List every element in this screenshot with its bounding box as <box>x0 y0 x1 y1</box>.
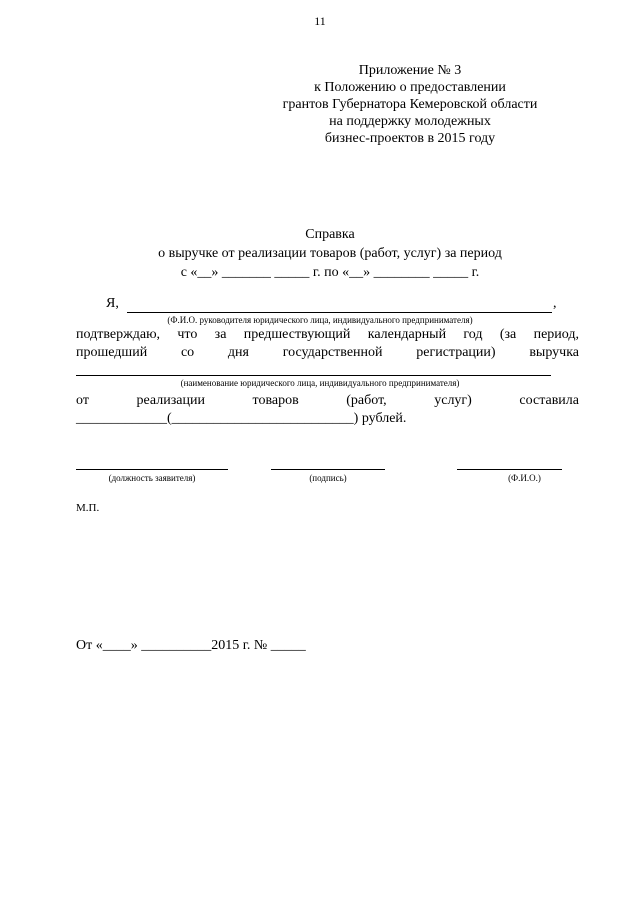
appendix-header <box>250 62 570 147</box>
period-line: с «__» _______ _____ г. по «__» ________ _____ г. <box>180 265 480 280</box>
name-caption: (Ф.И.О.) <box>508 473 541 483</box>
appendix-line: грантов Губернатора Кемеровской области <box>282 97 538 112</box>
name-underline <box>457 469 562 470</box>
amount-line: _____________(__________________________) рублей. <box>76 411 407 426</box>
fio-underline <box>127 312 552 313</box>
position-underline <box>76 469 228 470</box>
date-line: От «____» __________2015 г. № _____ <box>76 638 306 653</box>
entity-underline <box>76 375 551 376</box>
i-prefix: Я, <box>106 296 119 311</box>
appendix-line: на поддержку молодежных <box>329 114 491 129</box>
position-caption: (должность заявителя) <box>108 473 196 483</box>
appendix-line: к Положению о предоставлении <box>314 80 506 95</box>
since-line: прошедший со дня государственной регистрации) выручка <box>76 345 579 360</box>
confirm-line: подтверждаю, что за предшествующий календарный год (за период, <box>76 327 579 342</box>
certificate-subtitle: о выручке от реализации товаров (работ, услуг) за период <box>158 246 502 261</box>
appendix-line: Приложение № 3 <box>358 63 462 78</box>
certificate-title: Справка <box>305 227 355 242</box>
signature-underline <box>271 469 385 470</box>
certificate-title-block <box>80 225 580 282</box>
sales-line: от реализации товаров (работ, услуг) составила <box>76 393 579 408</box>
signature-caption: (подпись) <box>309 473 347 483</box>
i-comma: , <box>553 296 557 311</box>
page-number: 11 <box>314 14 326 28</box>
appendix-line: бизнес-проектов в 2015 году <box>324 131 496 146</box>
stamp-mark: М.П. <box>76 502 100 514</box>
entity-caption: (наименование юридического лица, индивидуального предпринимателя) <box>180 378 460 388</box>
fio-caption: (Ф.И.О. руководителя юридического лица, индивидуального предпринимателя) <box>167 315 473 325</box>
